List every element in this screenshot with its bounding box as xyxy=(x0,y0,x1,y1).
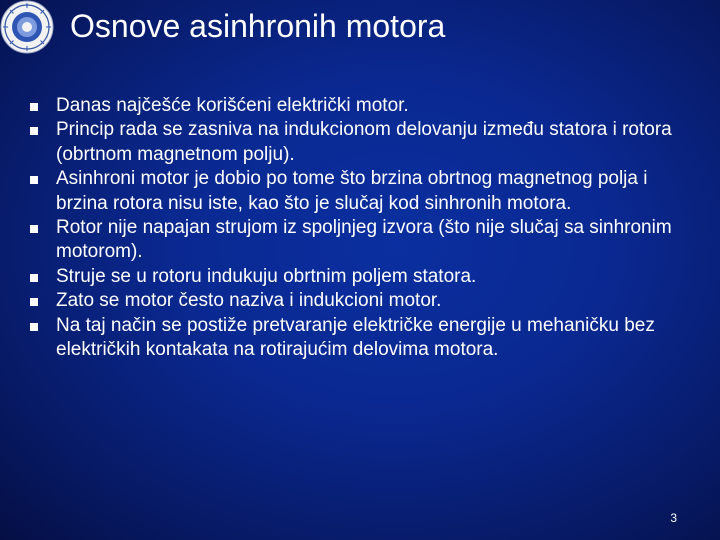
page-number: 3 xyxy=(670,511,677,525)
slide-title: Osnove asinhronih motora xyxy=(70,8,446,44)
bullet-item xyxy=(30,265,700,289)
square-bullet-icon xyxy=(30,225,38,233)
bullet-text: Danas najčešće korišćeni električki motor. xyxy=(56,95,409,116)
bullet-text: Rotor nije napajan strujom iz spoljnjeg izvora (što nije slučaj sa sinhronim motorom). xyxy=(56,217,672,263)
bullet-text: Asinhroni motor je dobio po tome što brzina obrtnog magnetnog polja i brzina rotora nisu iste, kao što je slučaj kod sinhronih motora. xyxy=(56,168,648,214)
square-bullet-icon xyxy=(30,176,38,184)
square-bullet-icon xyxy=(30,298,38,306)
bullet-item xyxy=(30,216,700,265)
bullet-text: Zato se motor često naziva i indukcioni motor. xyxy=(56,290,442,312)
bullet-item xyxy=(30,118,700,167)
bullet-text: Na taj način se postiže pretvaranje električke energije u mehaničku bez električkih kontakata na rotirajućim delovima motora. xyxy=(56,314,655,361)
square-bullet-icon xyxy=(30,103,38,111)
square-bullet-icon xyxy=(30,323,38,331)
bullet-text: Princip rada se zasniva na indukcionom delovanju između statora i rotora (obrtnom magnetnom polju). xyxy=(56,119,672,165)
bullet-item xyxy=(30,94,700,118)
bullet-item xyxy=(30,314,700,363)
bullet-text: Struje se u rotoru indukuju obrtnim poljem statora. xyxy=(56,265,477,287)
bullet-list xyxy=(30,94,700,362)
square-bullet-icon xyxy=(30,274,38,282)
bullet-item xyxy=(30,167,700,216)
square-bullet-icon xyxy=(30,127,38,135)
university-seal-icon xyxy=(0,0,54,54)
bullet-item xyxy=(30,289,700,313)
